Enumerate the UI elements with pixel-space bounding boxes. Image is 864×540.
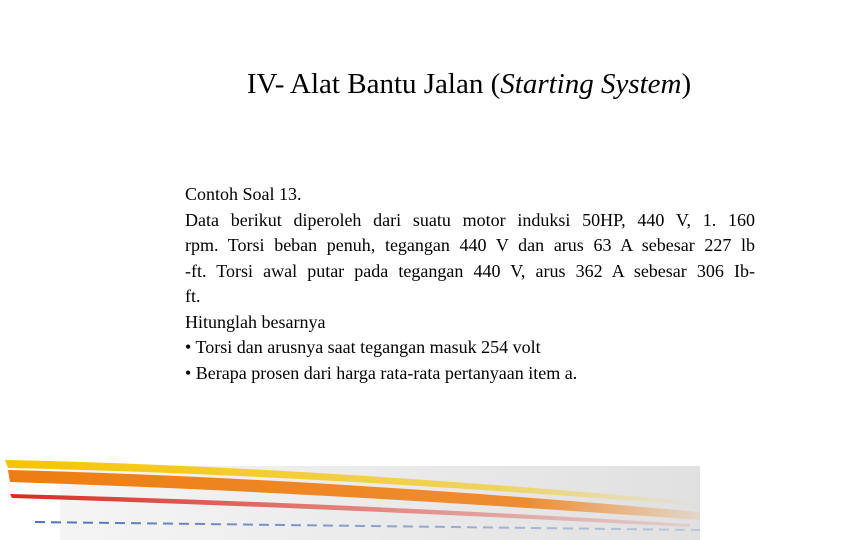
question-item: • Torsi dan arusnya saat tegangan masuk 254 volt [185,337,541,357]
problem-line: rpm. Torsi beban penuh, tegangan 440 V dan arus 63 A sebesar 227 lb [185,235,755,255]
question-item: • Berapa prosen dari harga rata-rata pertanyaan item a. [185,362,578,383]
slide-title [0,66,864,102]
question-intro: Hitunglah besarnya [185,311,326,332]
title-prefix: IV- Alat Bantu Jalan ( [246,68,501,100]
title-italic: Starting System [500,68,682,100]
problem-line: Data berikut diperoleh dari suatu motor induksi 50HP, 440 V, 1. 160 [185,209,755,230]
problem-heading: Contoh Soal 13. [185,184,302,204]
title-suffix: ) [681,68,692,100]
problem-text [185,182,755,386]
problem-line: -ft. Torsi awal putar pada tegangan 440 V, arus 362 A sebesar 306 Ib- [185,260,755,281]
problem-line: ft. [185,286,201,306]
decorative-swoosh [0,458,705,540]
